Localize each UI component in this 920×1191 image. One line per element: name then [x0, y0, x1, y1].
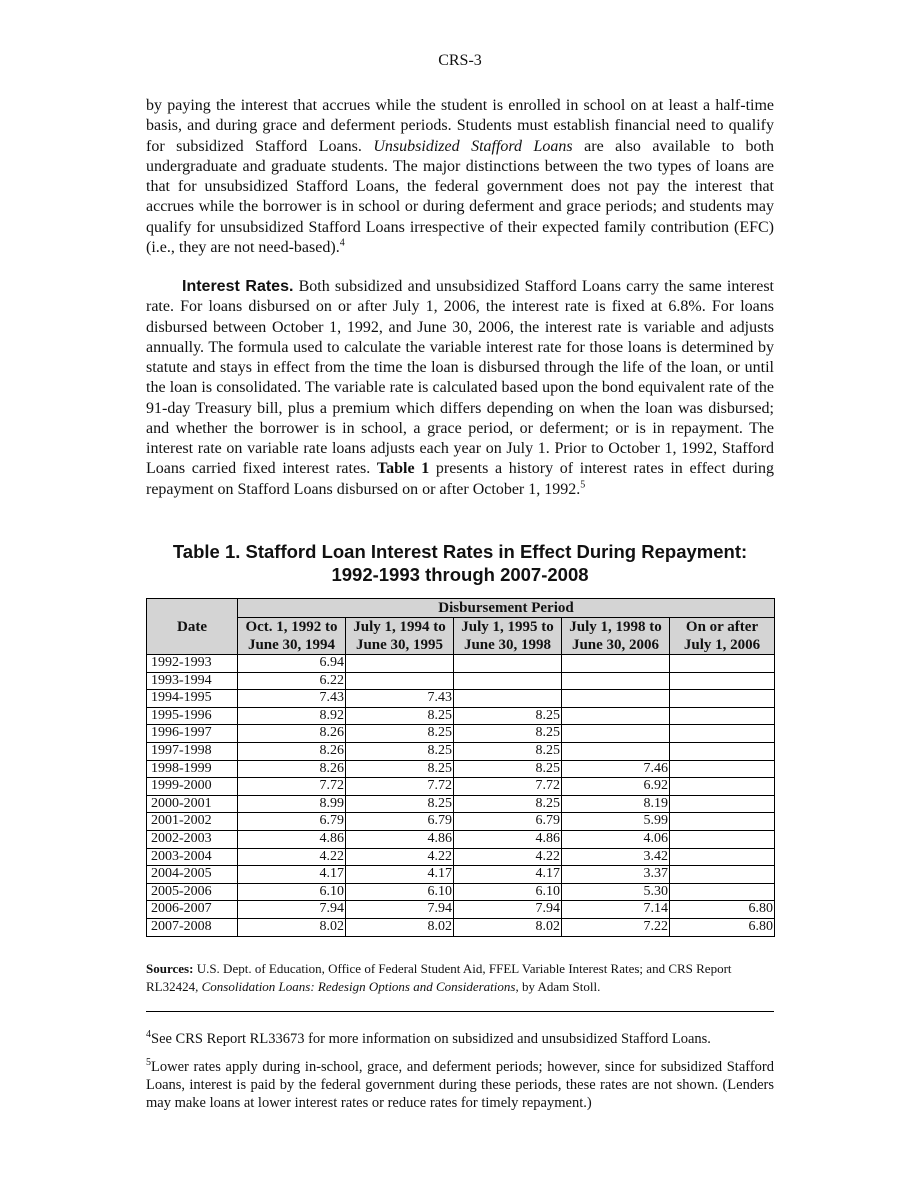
- rate-cell: 7.46: [562, 760, 670, 778]
- table-row: [147, 813, 775, 831]
- rate-cell: 4.22: [238, 848, 346, 866]
- rate-cell: 7.72: [454, 778, 562, 796]
- rate-cell: 7.14: [562, 901, 670, 919]
- rate-cell: 7.43: [346, 690, 454, 708]
- table-row: [147, 918, 775, 936]
- rate-cell: [670, 760, 775, 778]
- date-cell: 2000-2001: [147, 795, 238, 813]
- sources-report-title: Consolidation Loans: Redesign Options and Considerations: [201, 979, 516, 994]
- date-cell: 1992-1993: [147, 655, 238, 673]
- date-cell: 2002-2003: [147, 830, 238, 848]
- date-cell: 1996-1997: [147, 725, 238, 743]
- rate-cell: 6.22: [238, 672, 346, 690]
- period-header-line2: July 1, 2006: [683, 637, 761, 653]
- table-row: [147, 760, 775, 778]
- paragraph-eligibility: [146, 96, 774, 258]
- rate-cell: 8.26: [238, 725, 346, 743]
- date-cell: 1993-1994: [147, 672, 238, 690]
- period-header-line2: June 30, 1995: [355, 637, 444, 653]
- footnote-divider: [146, 1011, 774, 1012]
- para1-text-b: are also available to both undergraduate and graduate students. The major distinctions between the two types of loans are that for unsubsidized Stafford Loans, the federal government does not pay the interest that accrues while the borrower is in school or during deferment and grace periods; and students may qualify for unsubsidized Stafford Loans irrespective of their expected family contribution (EFC) (i.e., they are not need-based).: [146, 137, 774, 256]
- rate-cell: 8.25: [346, 760, 454, 778]
- footnote-5: [146, 1058, 774, 1112]
- date-cell: 1999-2000: [147, 778, 238, 796]
- rate-cell: 8.02: [454, 918, 562, 936]
- rate-cell: 7.43: [238, 690, 346, 708]
- rate-cell: 6.92: [562, 778, 670, 796]
- rate-cell: [346, 672, 454, 690]
- rate-cell: 6.80: [670, 918, 775, 936]
- rate-cell: 7.72: [346, 778, 454, 796]
- rate-cell: [670, 742, 775, 760]
- footnote-ref-5[interactable]: 5: [580, 479, 586, 491]
- rate-cell: 7.22: [562, 918, 670, 936]
- footnote-5-number: 5: [146, 1057, 151, 1069]
- table-row: [147, 883, 775, 901]
- rate-cell: 7.94: [346, 901, 454, 919]
- rate-cell: [562, 672, 670, 690]
- page-header: CRS-3: [438, 52, 482, 69]
- rate-cell: 5.99: [562, 813, 670, 831]
- rate-cell: [454, 672, 562, 690]
- table-title: [146, 540, 774, 586]
- rate-cell: 4.17: [454, 866, 562, 884]
- rate-cell: 4.86: [238, 830, 346, 848]
- rate-cell: 4.22: [346, 848, 454, 866]
- footnote-ref-4[interactable]: 4: [339, 237, 345, 249]
- rate-cell: [562, 707, 670, 725]
- rate-cell: [670, 690, 775, 708]
- period-header-line2: June 30, 1994: [247, 637, 336, 653]
- rate-cell: 8.25: [454, 742, 562, 760]
- date-cell: 1994-1995: [147, 690, 238, 708]
- period-header-line1: July 1, 1994 to: [353, 619, 446, 635]
- rate-cell: 8.92: [238, 707, 346, 725]
- rate-cell: 3.42: [562, 848, 670, 866]
- rate-cell: [670, 883, 775, 901]
- rate-cell: 8.25: [346, 707, 454, 725]
- period-header-line1: July 1, 1998 to: [569, 619, 662, 635]
- table-1-reference: Table 1: [376, 460, 430, 478]
- rate-cell: [670, 813, 775, 831]
- date-cell: 2004-2005: [147, 866, 238, 884]
- rate-cell: [670, 707, 775, 725]
- date-cell: 2007-2008: [147, 918, 238, 936]
- rate-cell: 8.25: [346, 742, 454, 760]
- footnote-4-number: 4: [146, 1029, 151, 1041]
- rate-cell: 8.26: [238, 760, 346, 778]
- rate-cell: 4.17: [346, 866, 454, 884]
- rate-cell: 6.79: [346, 813, 454, 831]
- rate-cell: [562, 690, 670, 708]
- rate-cell: 4.17: [238, 866, 346, 884]
- sources-text-b: , by Adam Stoll.: [515, 979, 601, 994]
- rate-cell: [670, 830, 775, 848]
- period-header-line1: Oct. 1, 1992 to: [245, 619, 338, 635]
- period-column-header: [346, 618, 454, 655]
- table-row: [147, 655, 775, 673]
- rate-cell: [670, 655, 775, 673]
- rate-cell: 4.86: [346, 830, 454, 848]
- footnote-4: [146, 1030, 774, 1048]
- table-row: [147, 830, 775, 848]
- rate-cell: 6.94: [238, 655, 346, 673]
- period-header-line2: June 30, 1998: [463, 637, 552, 653]
- rate-cell: 8.25: [346, 795, 454, 813]
- rate-cell: 6.80: [670, 901, 775, 919]
- rate-cell: 6.10: [454, 883, 562, 901]
- paragraph-interest-rates: [146, 277, 774, 500]
- rate-cell: 8.19: [562, 795, 670, 813]
- interest-rates-heading: Interest Rates.: [182, 278, 294, 295]
- date-cell: 1995-1996: [147, 707, 238, 725]
- date-cell: 1998-1999: [147, 760, 238, 778]
- date-cell: 2005-2006: [147, 883, 238, 901]
- period-column-header: [562, 618, 670, 655]
- period-column-header: [454, 618, 562, 655]
- table-row: [147, 778, 775, 796]
- table-row: [147, 901, 775, 919]
- period-column-header: [238, 618, 346, 655]
- rate-cell: 7.94: [238, 901, 346, 919]
- rate-cell: 8.25: [454, 795, 562, 813]
- rate-cell: 8.26: [238, 742, 346, 760]
- rate-cell: [562, 655, 670, 673]
- date-cell: 2003-2004: [147, 848, 238, 866]
- rate-cell: 8.02: [238, 918, 346, 936]
- table-row: [147, 707, 775, 725]
- table-row: [147, 725, 775, 743]
- footnote-5-text: Lower rates apply during in-school, grace, and deferment periods; however, since for subsidized Stafford Loans, interest is paid by the federal government during these periods, these rates are not shown. (Lenders may make loans at lower interest rates or reduce rates for timely repayment.): [146, 1059, 774, 1111]
- rate-cell: 6.79: [454, 813, 562, 831]
- table-row: [147, 866, 775, 884]
- footnote-4-text: See CRS Report RL33673 for more information on subsidized and unsubsidized Stafford Loans.: [151, 1031, 711, 1047]
- sources-label: Sources:: [146, 961, 194, 976]
- table-row: [147, 795, 775, 813]
- rate-cell: 8.25: [454, 707, 562, 725]
- date-cell: 2006-2007: [147, 901, 238, 919]
- rate-cell: 5.30: [562, 883, 670, 901]
- table-sources: [146, 960, 774, 996]
- rate-cell: 4.06: [562, 830, 670, 848]
- rate-cell: [670, 778, 775, 796]
- rate-cell: [670, 866, 775, 884]
- rate-cell: [562, 725, 670, 743]
- sources-text-a: U.S. Dept. of Education, Office of Federal Student Aid, FFEL Variable Interest Rates; and CRS Report RL32424,: [146, 961, 732, 994]
- table-title-line2: 1992-1993 through 2007-2008: [331, 564, 589, 585]
- rate-cell: 8.25: [346, 725, 454, 743]
- rate-cell: 8.25: [454, 760, 562, 778]
- period-header-line2: June 30, 2006: [571, 637, 660, 653]
- rate-cell: 6.10: [238, 883, 346, 901]
- period-header-line1: July 1, 1995 to: [461, 619, 554, 635]
- rate-cell: 8.02: [346, 918, 454, 936]
- para1-italic: Unsubsidized Stafford Loans: [373, 137, 573, 155]
- date-cell: 1997-1998: [147, 742, 238, 760]
- table-row: [147, 742, 775, 760]
- period-header-line1: On or after: [685, 619, 759, 635]
- interest-rate-table: [146, 598, 775, 937]
- rate-cell: [562, 742, 670, 760]
- rate-cell: 4.86: [454, 830, 562, 848]
- table-title-line1: Table 1. Stafford Loan Interest Rates in Effect During Repayment:: [172, 541, 748, 562]
- rate-cell: 7.94: [454, 901, 562, 919]
- disbursement-period-header: Disbursement Period: [238, 599, 775, 618]
- rate-cell: [670, 672, 775, 690]
- period-column-header: [670, 618, 775, 655]
- table-row: [147, 848, 775, 866]
- para2-text-a: Both subsidized and unsubsidized Stafford Loans carry the same interest rate. For loans disbursed on or after July 1, 2006, the interest rate is fixed at 6.8%. For loans disbursed between October 1, 1992, and June 30, 2006, the interest rate is variable and adjusts annually. The formula used to calculate the variable interest rate for those loans is determined by statute and stays in effect from the time the loan is disbursed through the life of the loan, or until the loan is consolidated. The variable rate is calculated based upon the bond equivalent rate of the 91-day Treasury bill, plus a premium which differs depending on when the loan was disbursed; and whether the borrower is in school, a grace period, or deferment; or is in repayment. The interest rate on variable rate loans adjusts each year on July 1. Prior to October 1, 1992, Stafford Loans carried fixed interest rates.: [146, 278, 775, 478]
- para1-text-a: by paying the interest that accrues while the student is enrolled in school on at least a half-time basis, and during grace and deferment periods. Students must establish financial need to qualify for subsidized Stafford Loans.: [146, 97, 774, 155]
- rate-cell: 8.25: [454, 725, 562, 743]
- rate-cell: [670, 848, 775, 866]
- rate-cell: 7.72: [238, 778, 346, 796]
- date-cell: 2001-2002: [147, 813, 238, 831]
- rate-cell: [670, 725, 775, 743]
- rate-cell: [454, 655, 562, 673]
- rate-cell: [346, 655, 454, 673]
- rate-cell: 4.22: [454, 848, 562, 866]
- table-row: [147, 690, 775, 708]
- rate-cell: [670, 795, 775, 813]
- para2-text-b: presents a history of interest rates in effect during repayment on Stafford Loans disbursed on or after October 1, 1992.: [146, 460, 774, 498]
- table-row: [147, 672, 775, 690]
- rate-cell: 8.99: [238, 795, 346, 813]
- rate-cell: 6.10: [346, 883, 454, 901]
- rate-cell: 3.37: [562, 866, 670, 884]
- rate-cell: 6.79: [238, 813, 346, 831]
- date-column-header: Date: [147, 599, 238, 655]
- rate-cell: [454, 690, 562, 708]
